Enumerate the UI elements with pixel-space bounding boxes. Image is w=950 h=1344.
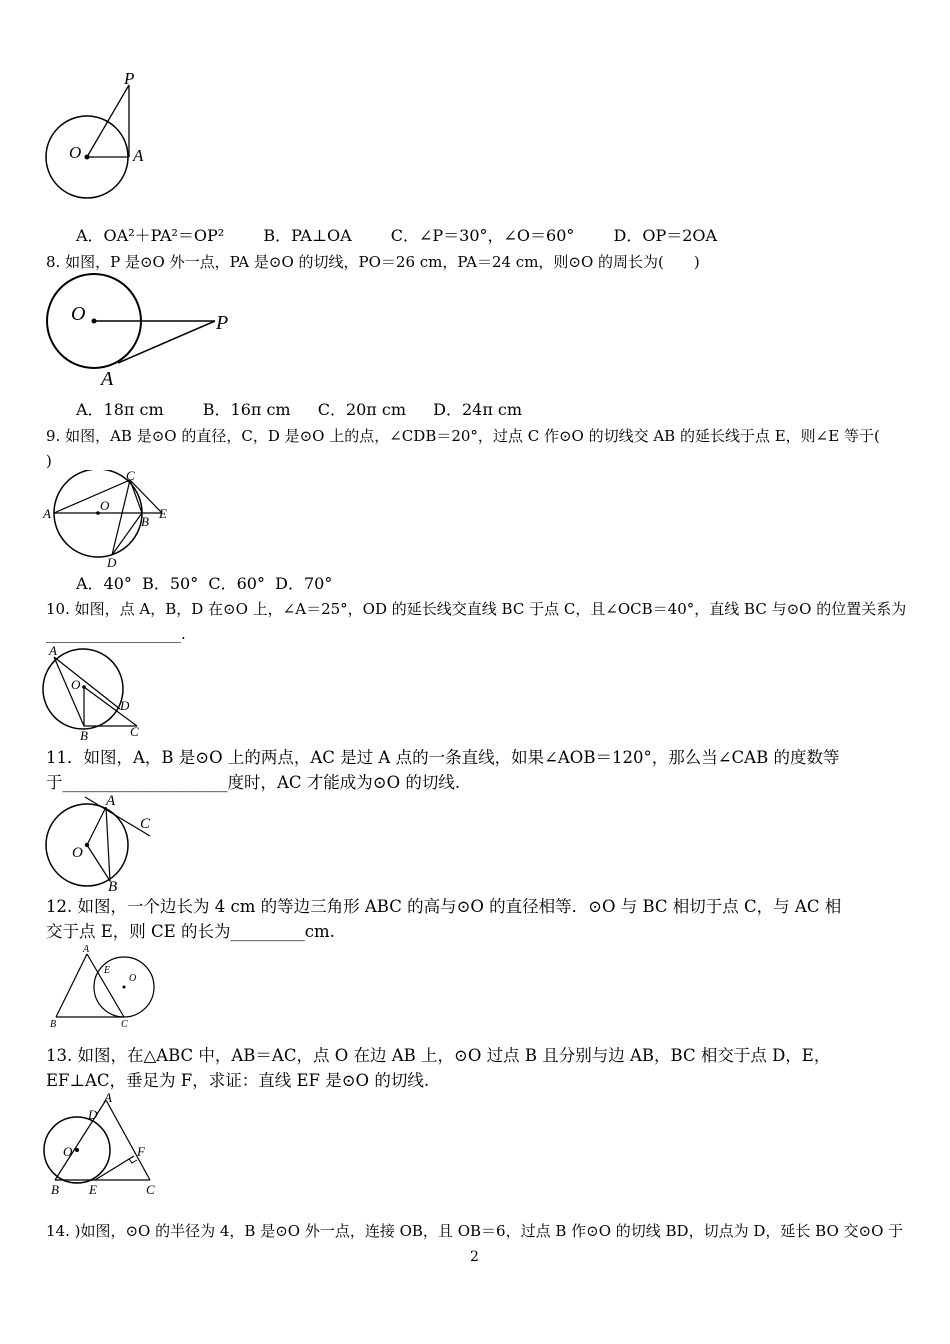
- q10-label-A: A: [49, 643, 57, 658]
- q8-figure: [40, 272, 240, 392]
- q11-label-A: A: [106, 793, 116, 809]
- q9-options: A．40° B．50° C．60° D．70°: [76, 574, 333, 593]
- q8-label-A: A: [101, 368, 114, 390]
- q13-label-E: E: [89, 1182, 97, 1197]
- q13-figure: [40, 1088, 170, 1198]
- q7-label-P: P: [124, 69, 135, 88]
- q12-label-E: E: [104, 965, 111, 976]
- q8-label-O: O: [71, 303, 86, 325]
- q11-figure: [40, 790, 170, 895]
- q13-label-C: C: [146, 1182, 155, 1197]
- q8-options: [76, 400, 556, 420]
- q11-label-C: C: [140, 816, 151, 832]
- q7-figure: [40, 68, 160, 203]
- q11-text-line2: 于____________________度时，AC 才能成为⊙O 的切线.: [46, 773, 461, 792]
- q12-label-A: A: [83, 944, 90, 955]
- q8-label-P: P: [216, 312, 229, 334]
- q8-option-b: B．16π cm: [202, 400, 291, 419]
- q10-label-C: C: [130, 724, 139, 739]
- q9-label-B: B: [141, 514, 149, 529]
- q13-label-A: A: [104, 1090, 112, 1105]
- q14-text: 14. )如图，⊙O 的半径为 4，B 是⊙O 外一点，连接 OB，且 OB＝6，过点 B 作⊙O 的切线 BD，切点为 D，延长 BO 交⊙O 于: [46, 1222, 904, 1240]
- q12-label-B: B: [50, 1019, 57, 1030]
- q7-label-O: O: [69, 143, 82, 162]
- q7-option-b: B．PA⊥OA: [263, 226, 352, 245]
- q10-label-B: B: [80, 728, 88, 742]
- q10-figure: [40, 642, 160, 742]
- q12-label-C: C: [121, 1019, 128, 1030]
- q7-option-d: D．OP＝2OA: [613, 226, 718, 245]
- q13-label-O: O: [63, 1144, 73, 1159]
- q9-label-O: O: [100, 498, 110, 513]
- q9-text-line2: ): [46, 452, 52, 470]
- q9-figure: [40, 470, 180, 570]
- q12-text-line1: 12. 如图，一个边长为 4 cm 的等边三角形 ABC 的高与⊙O 的直径相等．⊙O 与 BC 相切于点 C，与 AC 相: [46, 897, 842, 916]
- q11-label-O: O: [72, 845, 83, 861]
- q10-label-O: O: [71, 677, 81, 692]
- q12-text-line2: 交于点 E，则 CE 的长为_________cm.: [46, 922, 335, 941]
- q11-label-B: B: [108, 879, 118, 895]
- q10-text-line2: __________________.: [46, 625, 186, 643]
- q12-figure: [45, 942, 170, 1032]
- q13-label-B: B: [51, 1182, 59, 1197]
- page-number: 2: [470, 1249, 479, 1265]
- q7-options: [76, 226, 751, 246]
- q7-label-A: A: [133, 146, 144, 165]
- q10-label-D: D: [120, 698, 130, 713]
- q9-label-E: E: [159, 506, 167, 521]
- q13-text-line2: EF⊥AC，垂足为 F，求证：直线 EF 是⊙O 的切线.: [46, 1071, 430, 1090]
- q13-label-F: F: [137, 1144, 145, 1159]
- q8-option-d: D．24π cm: [433, 400, 523, 419]
- q7-option-c: C．∠P＝30°，∠O＝60°: [390, 226, 575, 245]
- q12-label-O: O: [129, 973, 137, 984]
- q9-label-D: D: [107, 555, 117, 570]
- q13-text-line1: 13. 如图，在△ABC 中，AB＝AC，点 O 在边 AB 上，⊙O 过点 B 且分别与边 AB，BC 相交于点 D，E，: [46, 1046, 831, 1065]
- q9-label-C: C: [126, 470, 135, 483]
- q11-text-line1: 11．如图，A，B 是⊙O 上的两点，AC 是过 A 点的一条直线，如果∠AOB＝120°，那么当∠CAB 的度数等: [46, 748, 840, 767]
- q9-text-line1: 9. 如图，AB 是⊙O 的直径，C，D 是⊙O 上的点，∠CDB＝20°，过点 C 作⊙O 的切线交 AB 的延长线于点 E，则∠E 等于(: [46, 427, 880, 445]
- q9-label-A: A: [43, 506, 51, 521]
- q7-option-a: A．OA²＋PA²＝OP²: [76, 226, 225, 245]
- q13-label-D: D: [88, 1107, 98, 1122]
- q8-option-a: A．18π cm: [76, 400, 164, 419]
- q8-option-c: C．20π cm: [317, 400, 407, 419]
- q10-text-line1: 10. 如图，点 A，B，D 在⊙O 上，∠A＝25°，OD 的延长线交直线 BC 于点 C，且∠OCB＝40°，直线 BC 与⊙O 的位置关系为: [46, 600, 907, 618]
- q8-text: 8. 如图，P 是⊙O 外一点，PA 是⊙O 的切线，PO＝26 cm，PA＝24 cm，则⊙O 的周长为( ): [46, 253, 700, 271]
